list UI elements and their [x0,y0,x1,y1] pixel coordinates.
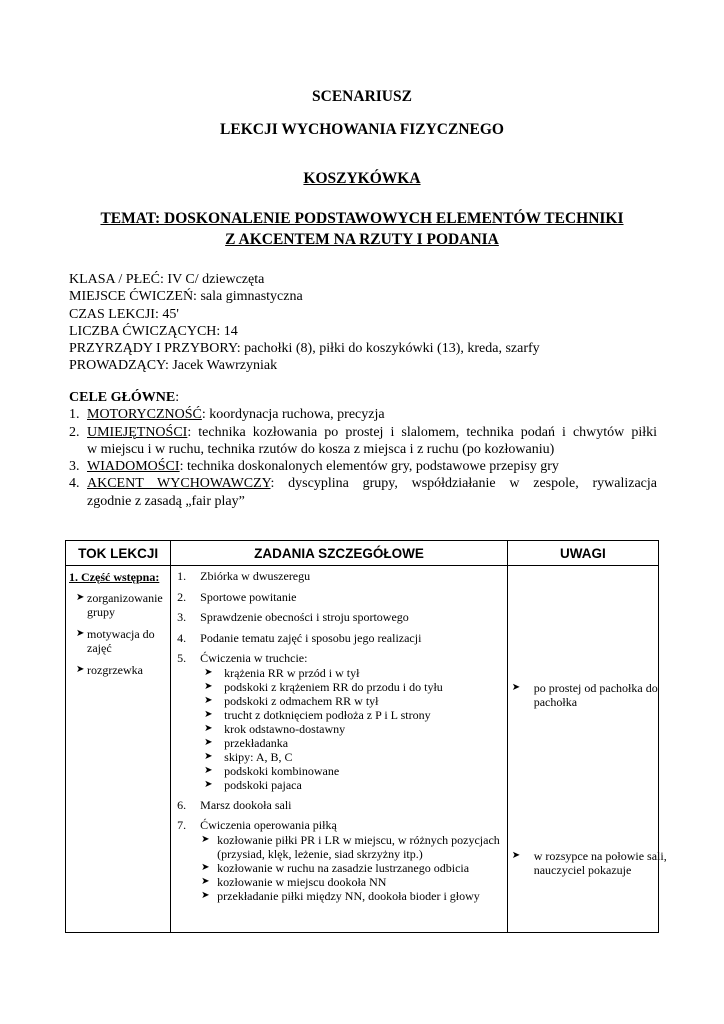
sub-item-text: przekładanie piłki między NN, dookoła bioder i głowy [217,888,480,903]
goal-line [87,424,657,441]
sub-item-text: kozłowanie w ruchu na zasadzie lustrzanego odbicia [217,860,470,875]
part-item [69,627,167,655]
step-number: 7. [177,818,187,832]
arrowhead-bullet-icon: ➤ [204,722,213,734]
goals-heading-colon: : [175,390,180,405]
sub-item-text: podskoki kombinowane [224,763,340,778]
note-item [512,681,676,709]
arrowhead-bullet-icon: ➤ [204,778,213,790]
part-item-label: zorganizowanie grupy [87,591,163,619]
goal-name: MOTORYCZNOŚĆ [87,407,202,423]
goal-item [69,458,657,475]
goal-text-continued: w miejscu i w ruchu, technika rzutów do kosza z miejsca i z ruchu (po kozłowaniu) [87,441,555,457]
sub-item [200,861,503,875]
arrowhead-bullet-icon: ➤ [204,680,213,692]
note-text: w rozsypce na połowie sali, nauczyciel pokazuje [533,849,667,877]
goal-text: : dyscyplina grupy, współdziałanie w zespole, rywalizacja [270,476,657,492]
sub-item [202,736,503,750]
step-text: Sportowe powitanie [200,589,297,604]
step-number: 2. [177,589,187,604]
goals-heading-row [69,389,657,406]
tasks-cell [171,566,508,933]
sub-item-text: krok odstawno-dostawny [224,721,346,736]
sub-item [202,722,503,736]
lesson-plan-table [65,540,667,933]
goal-name: UMIEJĘTNOŚCI [87,424,188,440]
table-header-row [66,541,659,566]
notes-cell [507,566,667,933]
sub-item [202,778,503,792]
goal-number: 3. [69,459,80,475]
info-teacher: PROWADZĄCY: Jacek Wawrzyniak [69,358,278,374]
goal-text: : technika kozłowania po prostej i slalomem, technika podań i chwytów piłki [187,424,657,440]
header-tok-lekcji: TOK LEKCJI [66,541,171,566]
part-item [69,591,167,619]
part-item [69,663,167,677]
task-step [177,651,503,792]
part-item-label: motywacja do zajęć [87,627,155,655]
sub-item [200,833,503,861]
task-step [177,818,503,903]
table-row [66,566,659,933]
arrowhead-bullet-icon: ➤ [204,708,213,720]
arrowhead-bullet-icon: ➤ [204,666,213,678]
sub-item-text: przekładanka [224,735,289,750]
sub-item [202,666,503,680]
topic-line-1: TEMAT: DOSKONALENIE PODSTAWOWYCH ELEMENTÓW TECHNIKI [100,210,624,227]
step-text: Zbiórka w dwuszeregu [200,569,311,583]
step-number: 5. [177,651,187,665]
info-duration: CZAS LEKCJI: 45' [69,306,179,322]
arrowhead-bullet-icon: ➤ [201,875,210,887]
arrowhead-bullet-icon: ➤ [204,736,213,748]
lesson-part-title: 1. Część wstępna: [69,570,160,584]
step-text: Ćwiczenia operowania piłką [200,818,337,832]
note-text: po prostej od pachołka do pachołka [533,681,658,709]
topic-line-2: Z AKCENTEM NA RZUTY I PODANIA [225,231,499,248]
goal-text-continued: zgodnie z zasadą „fair play” [87,493,245,509]
sub-item [202,680,503,694]
sub-item-text: skipy: A, B, C [224,749,293,764]
task-step [177,590,503,605]
part-item-label: rozgrzewka [87,663,143,677]
arrowhead-bullet-icon: ➤ [204,764,213,776]
arrowhead-bullet-icon: ➤ [76,592,85,603]
step-sublist [200,833,503,903]
step-text: Sprawdzenie obecności i stroju sportowego [200,610,409,624]
sub-item [202,750,503,764]
sub-item-text: krążenia RR w przód i w tył [224,665,360,680]
header-zadania: ZADANIA SZCZEGÓŁOWE [171,541,508,566]
step-text: Ćwiczenia w truchcie: [200,651,308,665]
sub-item [200,889,503,903]
info-class: KLASA / PŁEĆ: IV C/ dziewczęta [69,272,265,287]
task-step [177,631,503,646]
sub-item [200,875,503,889]
main-goals [69,389,657,510]
arrowhead-bullet-icon: ➤ [76,664,85,675]
goal-number: 1. [69,407,80,423]
arrowhead-bullet-icon: ➤ [511,682,521,693]
sub-item [202,708,503,722]
goal-number: 4. [69,476,80,492]
goal-item [69,424,657,459]
sub-item-text: podskoki z krążeniem RR do przodu i do tyłu [224,679,443,694]
sub-item [202,694,503,708]
arrowhead-bullet-icon: ➤ [201,861,210,873]
step-text: Podanie tematu zajęć i sposobu jego realizacji [200,630,422,645]
lesson-info [69,271,540,375]
note-item [512,849,676,877]
arrowhead-bullet-icon: ➤ [511,850,521,861]
goal-item [69,406,657,423]
goal-text: : technika doskonalonych elementów gry, podstawowe przepisy gry [179,459,559,475]
goal-line [87,475,657,492]
step-number: 3. [177,610,187,624]
header-uwagi: UWAGI [507,541,658,566]
goal-item [69,475,657,510]
goals-heading: CELE GŁÓWNE [69,390,176,405]
goal-name: WIADOMOŚCI [87,459,180,475]
sub-item-text: podskoki z odmachem RR w tył [224,693,379,708]
goal-number: 2. [69,424,80,440]
info-equipment: PRZYRZĄDY I PRZYBORY: pachołki (8), piłki do koszykówki (13), kreda, szarfy [69,341,540,357]
step-number: 1. [177,569,187,583]
arrowhead-bullet-icon: ➤ [76,628,85,639]
sub-item [202,764,503,778]
sub-item-text: podskoki pajaca [224,777,302,792]
doc-title-discipline: KOSZYKÓWKA [303,170,421,187]
info-place: MIEJSCE ĆWICZEŃ: sala gimnastyczna [69,289,303,305]
task-step [177,569,503,584]
sub-item-text: kozłowanie piłki PR i LR w miejscu, w różnych pozycjach (przysiad, klęk, leżenie, siad skrzyżny itp.) [217,832,500,861]
step-sublist [200,666,503,792]
arrowhead-bullet-icon: ➤ [201,889,210,901]
step-text: Marsz dookoła sali [200,797,292,812]
goal-text: : koordynacja ruchowa, precyzja [201,407,385,423]
task-step [177,798,503,813]
step-number: 4. [177,630,187,645]
arrowhead-bullet-icon: ➤ [204,694,213,706]
info-participants: LICZBA ĆWICZĄCYCH: 14 [69,323,238,339]
sub-item-text: trucht z dotknięciem podłoża z P i L strony [224,707,431,722]
sub-item-text: kozłowanie w miejscu dookoła NN [217,874,387,889]
arrowhead-bullet-icon: ➤ [204,750,213,762]
doc-title-scenariusz: SCENARIUSZ [312,88,412,105]
lesson-part-cell [66,566,171,933]
step-number: 6. [177,797,187,812]
goal-name: AKCENT WYCHOWAWCZY [87,476,271,492]
arrowhead-bullet-icon: ➤ [201,833,210,845]
task-step [177,610,503,625]
doc-title-lesson: LEKCJI WYCHOWANIA FIZYCZNEGO [220,121,504,138]
